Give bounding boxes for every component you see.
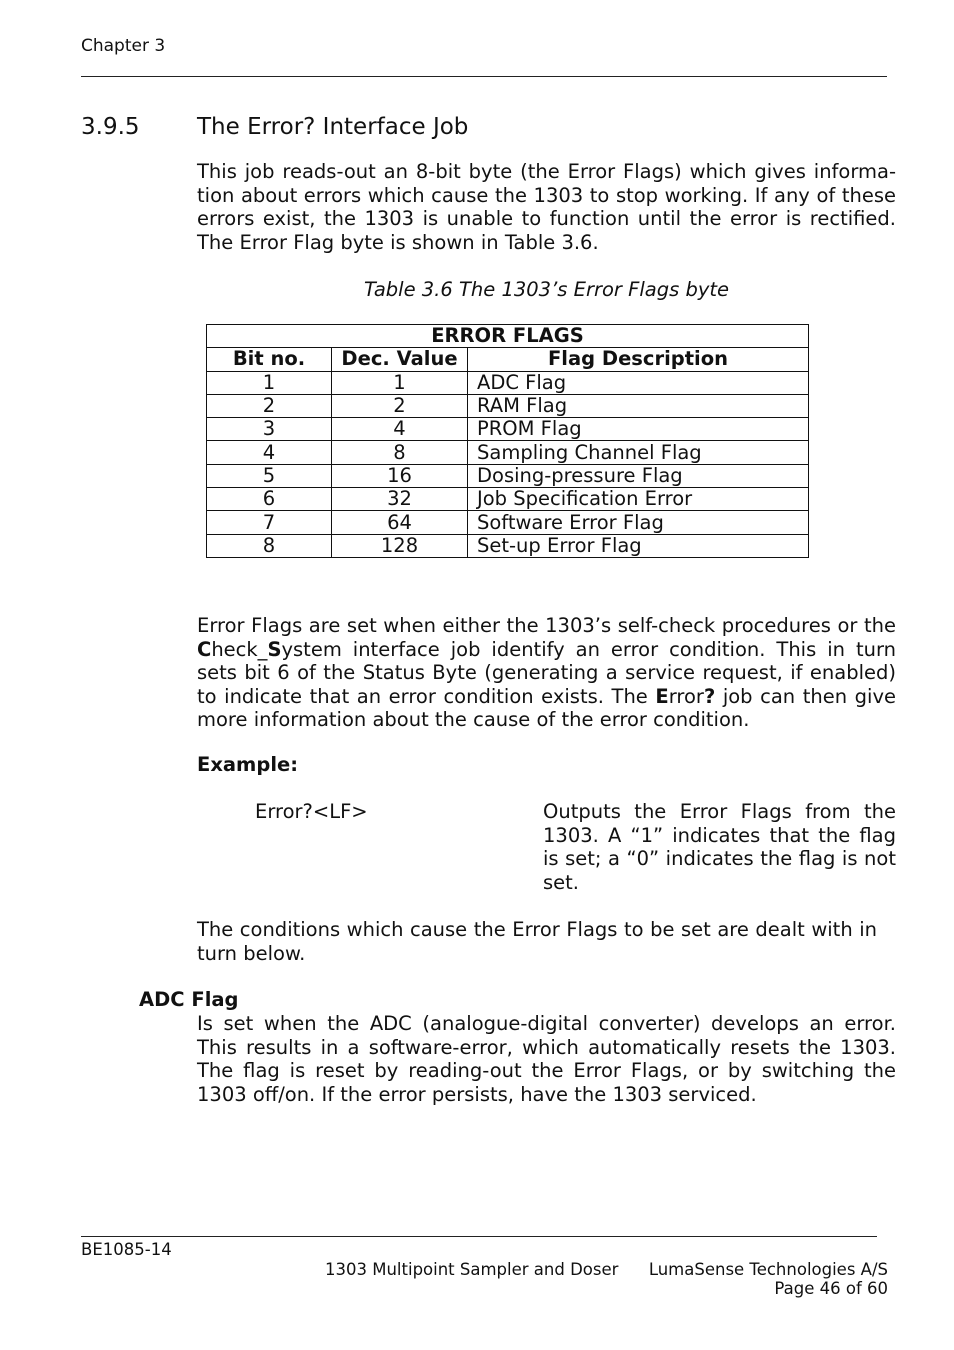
dec-value-cell: 32 [332,488,468,511]
description-cell: Job Specification Error [468,488,809,511]
system-initial: S [267,637,282,661]
dec-value-cell: 64 [332,511,468,534]
intro-paragraph: This job reads-out an 8-bit byte (the Error Flags) which gives informa-tion about errors which cause the 1303 to stop working. If any of these errors exist, the 1303 is unable to function until the error is rectified. The Error Flag byte is shown in Table 3.6. [197,160,896,254]
dec-value-cell: 8 [332,441,468,464]
check-rest: heck_ [211,637,268,661]
footer-rule [81,1236,877,1237]
column-header-bit: Bit no. [207,348,332,371]
bit-cell: 8 [207,534,332,557]
table-row [207,511,809,534]
para-text-1: Error Flags are set when either the 1303’s self-check procedures or the [197,614,896,637]
conditions-paragraph: The conditions which cause the Error Flags to be set are dealt with in turn below. [197,918,877,965]
table-row [207,441,809,464]
description-cell: ADC Flag [468,371,809,394]
header-rule [81,76,887,77]
description-cell: Sampling Channel Flag [468,441,809,464]
dec-value-cell: 16 [332,464,468,487]
bit-cell: 2 [207,394,332,417]
description-cell: Set-up Error Flag [468,534,809,557]
dec-value-cell: 4 [332,418,468,441]
table-row [207,418,809,441]
product-name: 1303 Multipoint Sampler and Doser [325,1260,619,1279]
error-initial: E [655,684,669,708]
description-cell: Software Error Flag [468,511,809,534]
bit-cell: 6 [207,488,332,511]
table-row [207,394,809,417]
para-text-2: ystem interface job identify an error condition. This in turn sets bit 6 of the Status Byte (generating a service request, if enabled) to indicate that an error condition exists. The [197,637,896,708]
table-caption: Table 3.6 The 1303’s Error Flags byte [363,278,730,301]
company-name: LumaSense Technologies A/S [648,1260,888,1279]
check-initial: C [197,637,212,661]
example-command: Error?<LF> [255,800,368,823]
description-cell: RAM Flag [468,394,809,417]
dec-value-cell: 128 [332,534,468,557]
description-cell: Dosing-pressure Flag [468,464,809,487]
bit-cell: 4 [207,441,332,464]
error-flags-table [206,324,809,558]
bit-cell: 3 [207,418,332,441]
section-title: The Error? Interface Job [197,114,469,140]
description-cell: PROM Flag [468,418,809,441]
bit-cell: 1 [207,371,332,394]
table-row [207,534,809,557]
section-number: 3.9.5 [81,114,140,140]
adc-flag-paragraph: Is set when the ADC (analogue-digital converter) develops an error. This results in a software-error, which automatically resets the 1303. The flag is reset by reading-out the Error Flags, or by switching the 1303 off/on. If the error persists, have the 1303 serviced. [197,1012,896,1106]
example-description: Outputs the Error Flags from the 1303. A “1” indicates that the flag is set; a “0” indicates the flag is not set. [543,800,896,894]
para-text-3: job can then give more information about the cause of the error condition. [197,684,896,731]
error-rest: rror [668,684,704,708]
bit-cell: 5 [207,464,332,487]
dec-value-cell: 1 [332,371,468,394]
document-id: BE1085-14 [81,1240,172,1259]
table-header-row [207,348,809,371]
dec-value-cell: 2 [332,394,468,417]
column-header-dec-value: Dec. Value [332,348,468,371]
question-mark: ? [703,684,716,708]
column-header-description: Flag Description [468,348,809,371]
page-number: Page 46 of 60 [774,1279,888,1298]
bit-cell: 7 [207,511,332,534]
adc-flag-heading: ADC Flag [139,988,239,1011]
table-title-row [207,325,809,348]
chapter-header: Chapter 3 [81,36,166,56]
table-row [207,464,809,487]
example-label: Example: [197,753,299,776]
table-row [207,371,809,394]
error-flags-paragraph [197,614,896,732]
table-title: ERROR FLAGS [207,325,809,348]
table-row [207,488,809,511]
